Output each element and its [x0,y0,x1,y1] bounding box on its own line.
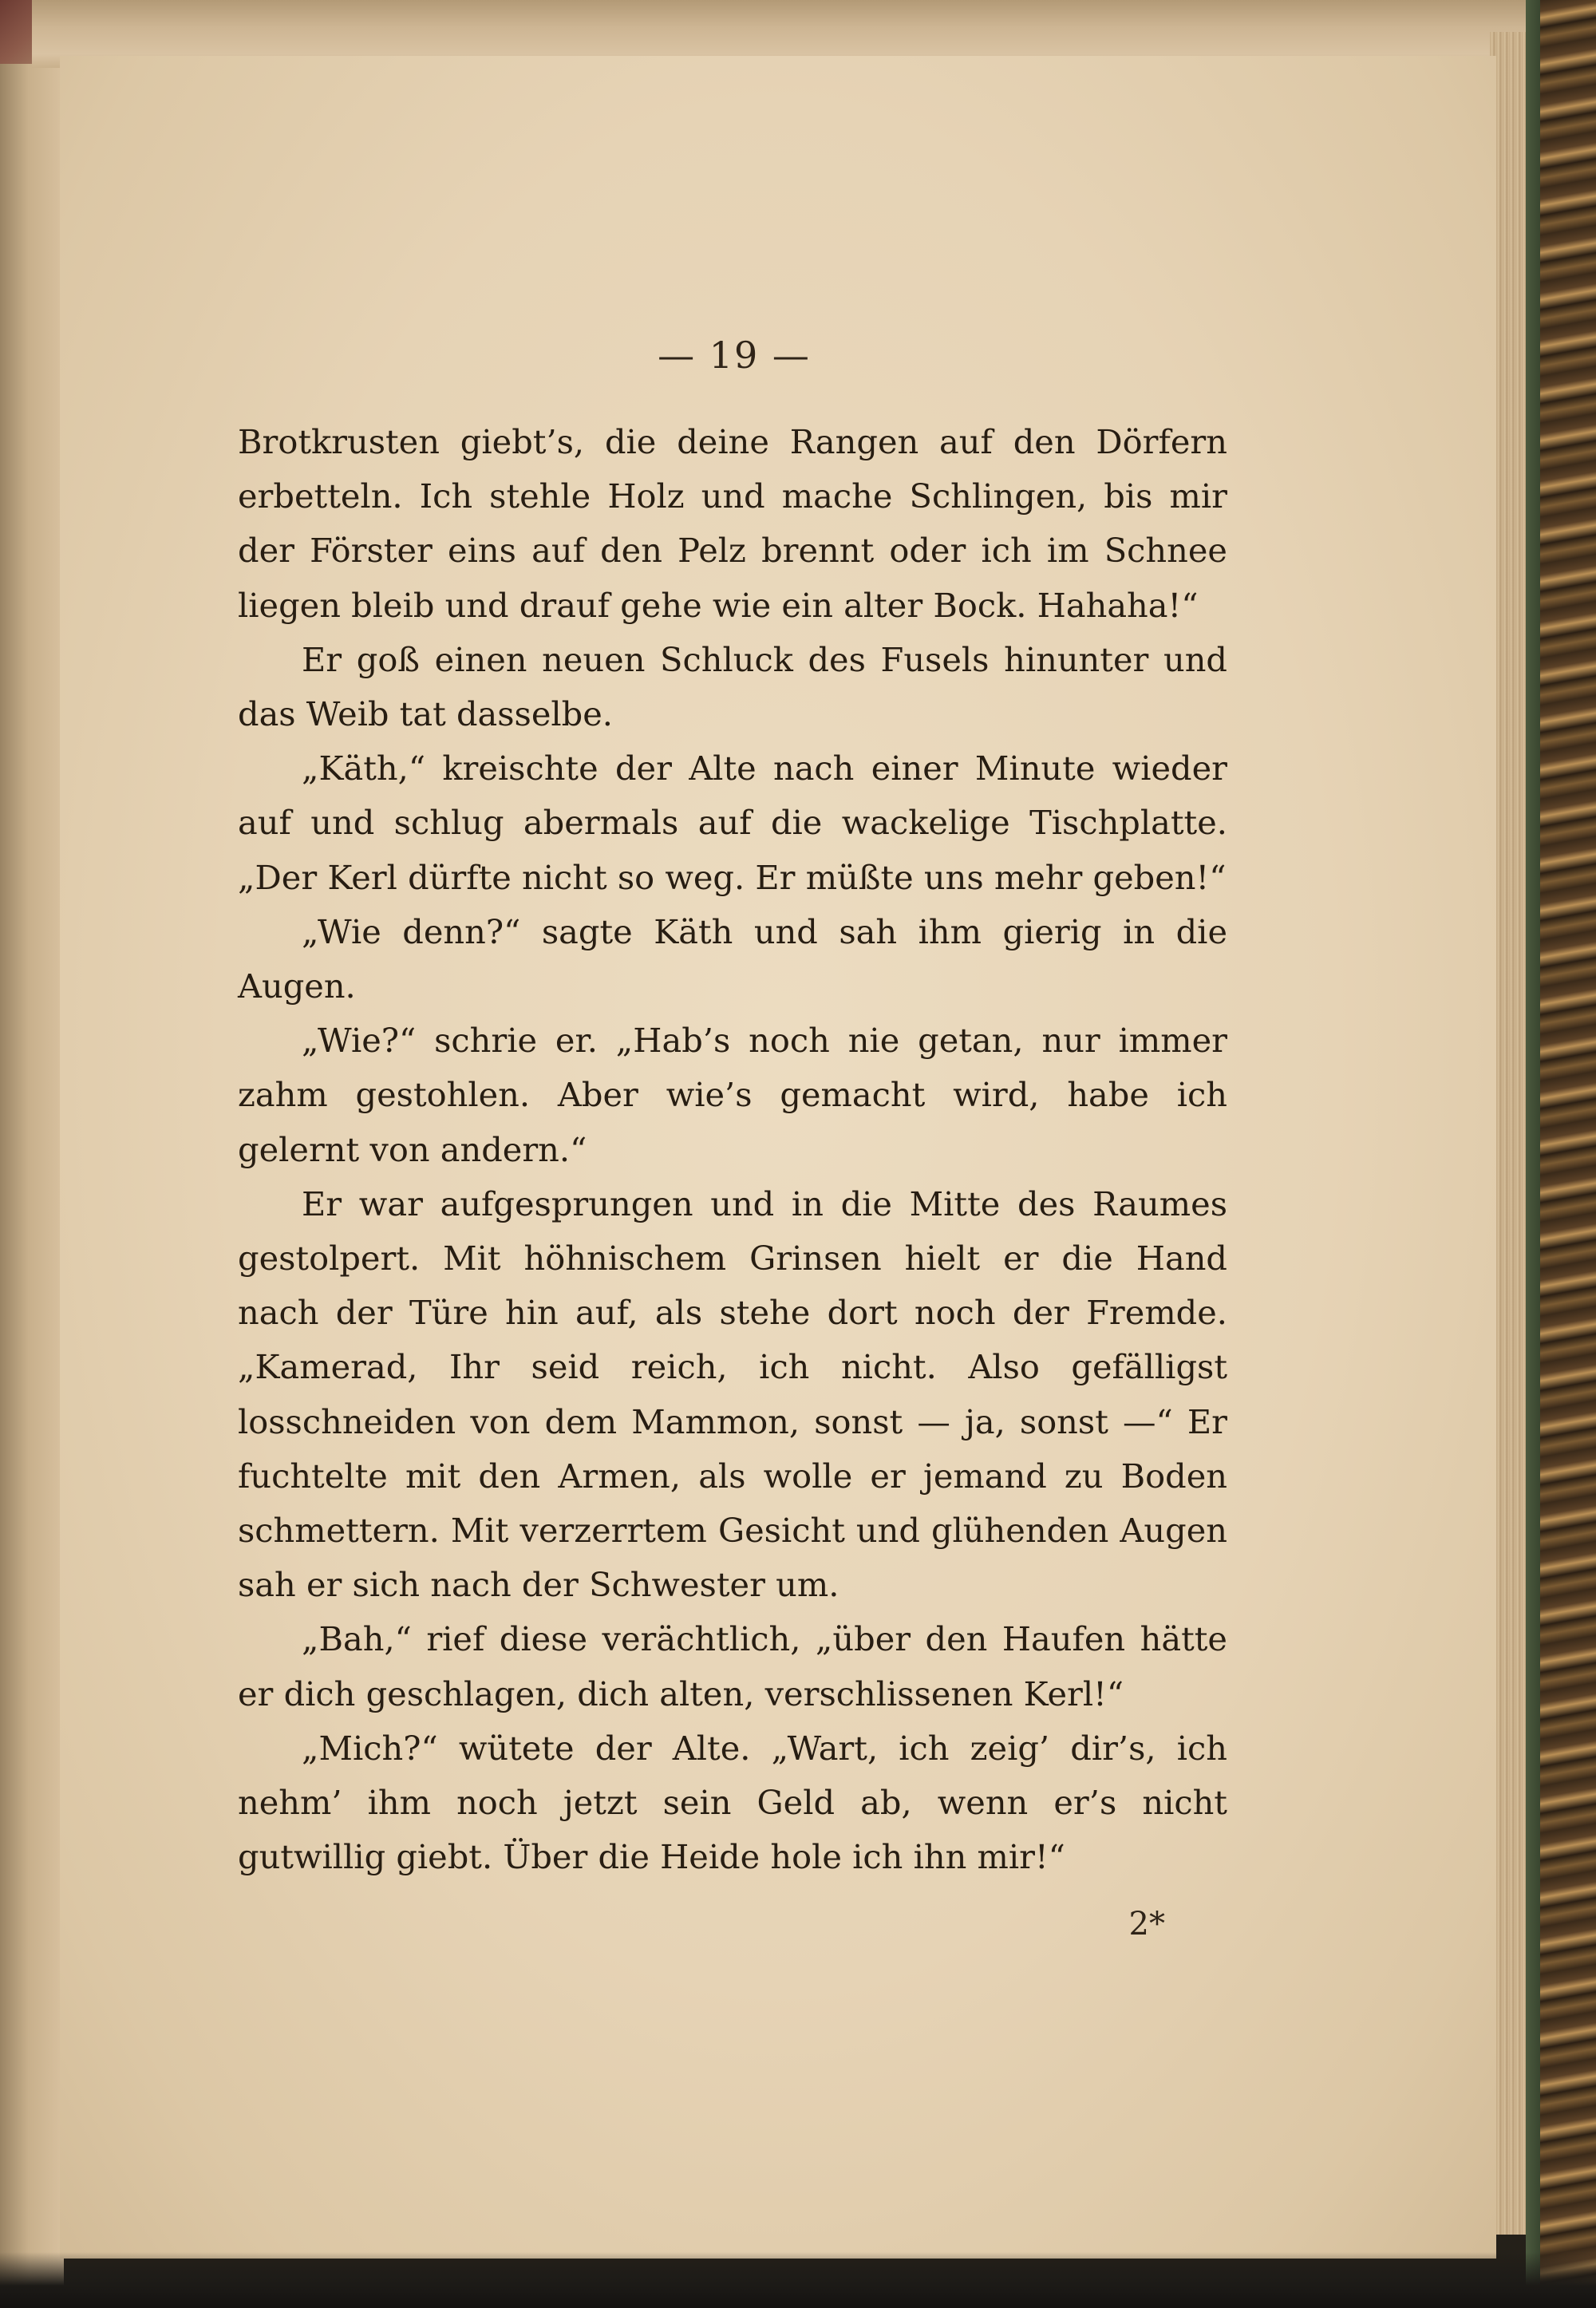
bottom-shadow [0,2252,1596,2308]
cover-spine-edge [1526,0,1540,2308]
page-number: — 19 — [658,334,811,377]
paragraph: „Wie?“ schrie er. „Hab’s noch nie getan, nur immer zahm gestohlen. Aber wie’s gemacht wird, habe ich gelernt von andern.“ [238,1021,1227,1169]
paragraph: „Wie denn?“ sagte Käth und sah ihm gierig in die Augen. [238,911,1227,1006]
paragraph: Brotkrusten giebt’s, die deine Rangen auf den Dörfern erbetteln. Ich stehle Holz und mache Schlingen, bis mir der Förster eins auf den Pelz brennt oder ich im Schnee liegen bleib und drauf gehe wie ein alter Bock. Hahaha!“ [238,422,1227,625]
paragraph: „Mich?“ wütete der Alte. „Wart, ich zeig’ dir’s, ich nehm’ ihm noch jetzt sein Geld ab, wenn er’s nicht gutwillig giebt. Über die Heide hole ich ihn mir!“ [238,1728,1227,1877]
signature-mark: 2* [1128,1906,1165,1942]
paragraph: Er war aufgesprungen und in die Mitte des Raumes gestolpert. Mit höhnischem Grinsen hielt er die Hand nach der Türe hin auf, als stehe dort noch der Fremde. „Kamerad, Ihr seid reich, ich nicht. Also gefälligst losschneiden von dem Mammon, sonst — ja, sonst —“ Er fuchtelte mit den Armen, als wolle er jemand zu Boden schmettern. Mit verzerrtem Gesicht und glühenden Augen sah er sich nach der Schwester um. [238,1184,1227,1605]
marbled-cover [1540,0,1596,2308]
paragraph: „Käth,“ kreischte der Alte nach einer Minute wieder auf und schlug abermals auf die wackelige Tischplatte. „Der Kerl dürfte nicht so weg. Er müßte uns mehr geben!“ [238,749,1227,897]
book-gutter [0,0,64,2308]
paragraph: Er goß einen neuen Schluck des Fusels hinunter und das Weib tat dasselbe. [238,639,1227,734]
paragraph: „Bah,“ rief diese verächtlich, „über den Haufen hätte er dich geschlagen, dich alten, verschlissenen Kerl!“ [238,1619,1227,1713]
body-text [238,415,1227,1884]
